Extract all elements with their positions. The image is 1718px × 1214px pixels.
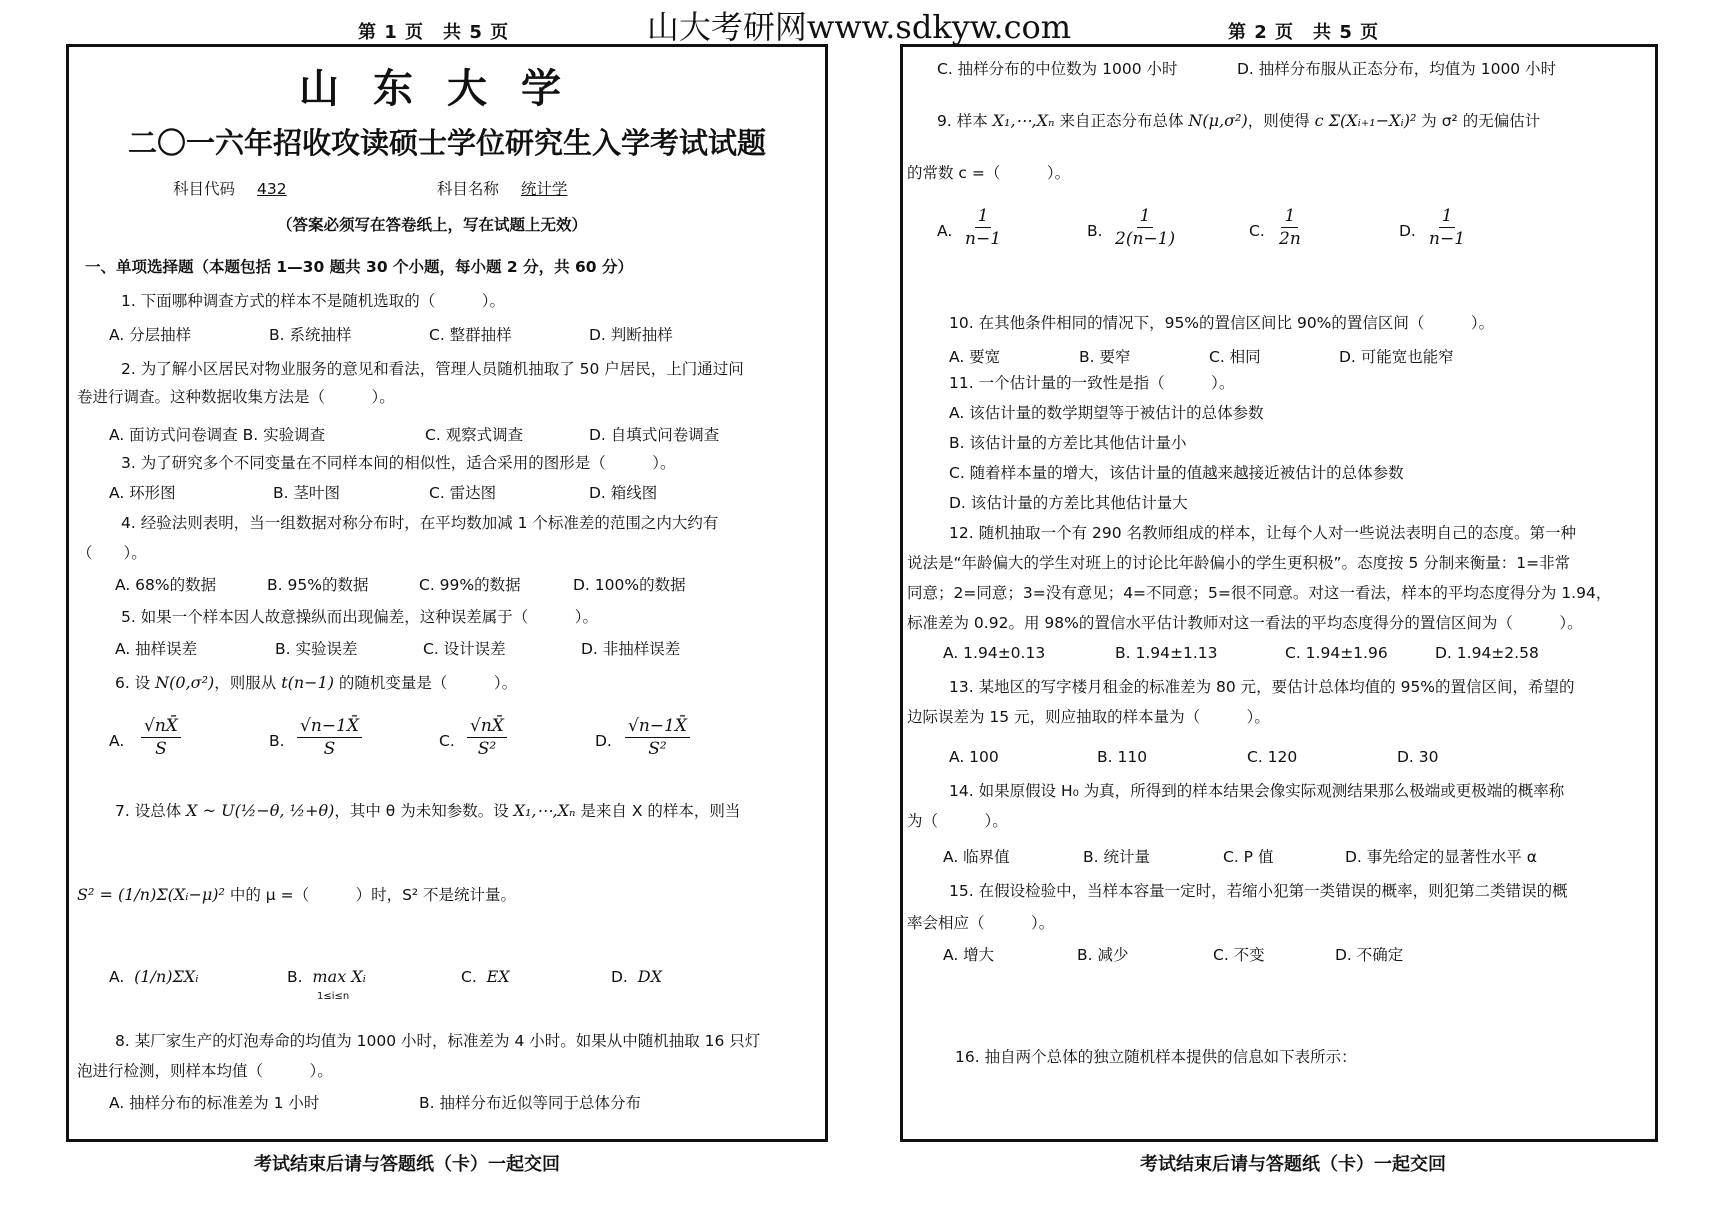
question-4-stem-line1: 4. 经验法则表明，当一组数据对称分布时，在平均数加减 1 个标准差的范围之内大约有 bbox=[121, 514, 719, 532]
q7-option-b-subscript: 1≤i≤n bbox=[317, 991, 350, 1002]
q5-option-a: A. 抽样误差 bbox=[115, 640, 198, 658]
subject-name-label: 科目名称 bbox=[436, 180, 499, 198]
q6-option-b-label: B. bbox=[269, 732, 285, 750]
question-11-stem: 11. 一个估计量的一致性是指（ ）。 bbox=[949, 374, 1235, 392]
q1-option-c: C. 整群抽样 bbox=[429, 326, 512, 344]
q1-option-d: D. 判断抽样 bbox=[589, 326, 673, 344]
question-8-stem-line2: 泡进行检测，则样本均值（ ）。 bbox=[77, 1062, 333, 1080]
q6-option-d-label: D. bbox=[595, 732, 612, 750]
question-16-stem: 16. 抽自两个总体的独立随机样本提供的信息如下表所示： bbox=[955, 1048, 1357, 1066]
footer-right: 考试结束后请与答题纸（卡）一起交回 bbox=[1140, 1154, 1446, 1175]
q4-option-c: C. 99%的数据 bbox=[419, 576, 521, 594]
q12-option-b: B. 1.94±1.13 bbox=[1115, 644, 1218, 662]
q9-option-c-label: C. bbox=[1249, 222, 1265, 240]
q9-option-b-fraction: $\frac{1}{2(n-1)}$ bbox=[1115, 206, 1176, 249]
question-2-stem-line1: 2. 为了解小区居民对物业服务的意见和看法，管理人员随机抽取了 50 户居民，上门通过问 bbox=[121, 360, 744, 378]
exam-title: 二〇一六年招收攻读硕士学位研究生入学考试试题 bbox=[127, 126, 766, 160]
q8-option-d: D. 抽样分布服从正态分布，均值为 1000 小时 bbox=[1237, 60, 1557, 78]
q12-option-a: A. 1.94±0.13 bbox=[943, 644, 1046, 662]
q6-option-a-label: A. bbox=[109, 732, 125, 750]
q9-option-c-fraction: $\frac{1}{2n}$ bbox=[1279, 206, 1301, 249]
q4-option-b: B. 95%的数据 bbox=[267, 576, 369, 594]
q10-option-b: B. 要窄 bbox=[1079, 348, 1131, 366]
q2-option-ab: A. 面访式问卷调查 B. 实验调查 bbox=[109, 426, 326, 444]
q10-option-c: C. 相同 bbox=[1209, 348, 1261, 366]
question-10-stem: 10. 在其他条件相同的情况下，95%的置信区间比 90%的置信区间（ ）。 bbox=[949, 314, 1495, 332]
section-heading: 一、单项选择题（本题包括 1—30 题共 30 个小题，每小题 2 分，共 60 分） bbox=[85, 258, 633, 276]
q7-option-d: D. DX bbox=[611, 967, 662, 986]
q5-option-d: D. 非抽样误差 bbox=[581, 640, 681, 658]
q6-option-a-fraction: $\frac{√nX̄}{S}$ bbox=[141, 715, 181, 760]
question-15-line2: 率会相应（ ）。 bbox=[907, 914, 1055, 932]
subject-code-label: 科目代码 bbox=[173, 180, 236, 198]
question-14-line2: 为（ ）。 bbox=[907, 812, 1008, 830]
q6-option-c-label: C. bbox=[439, 732, 455, 750]
q14-option-b: B. 统计量 bbox=[1083, 848, 1150, 866]
q4-option-a: A. 68%的数据 bbox=[115, 576, 217, 594]
question-1-stem: 1. 下面哪种调查方式的样本不是随机选取的（ ）。 bbox=[121, 292, 505, 310]
question-9-line2: 的常数 c =（ ）。 bbox=[907, 164, 1071, 182]
question-13-line2: 边际误差为 15 元，则应抽取的样本量为（ ）。 bbox=[907, 708, 1270, 726]
q9-option-a-label: A. bbox=[937, 222, 953, 240]
q14-option-c: C. P 值 bbox=[1223, 848, 1274, 866]
footer-left: 考试结束后请与答题纸（卡）一起交回 bbox=[254, 1154, 560, 1175]
q7-option-b: B. max Xᵢ bbox=[287, 967, 366, 986]
question-12-line2: 说法是“年龄偏大的学生对班上的讨论比年龄偏小的学生更积极”。态度按 5 分制来衡量：1=非常 bbox=[907, 554, 1571, 572]
q2-option-c: C. 观察式调查 bbox=[425, 426, 524, 444]
q3-option-b: B. 茎叶图 bbox=[273, 484, 340, 502]
q9-option-d-label: D. bbox=[1399, 222, 1416, 240]
university-name: 山东大学 bbox=[299, 65, 595, 112]
q13-option-a: A. 100 bbox=[949, 748, 999, 766]
watermark-text: 山大考研网www.sdkyw.com bbox=[646, 8, 1072, 46]
question-12-line3: 同意；2=同意；3=没有意见；4=不同意；5=很不同意。对这一看法，样本的平均态度得分为 1.94， bbox=[907, 584, 1612, 602]
right-page-number: 第 2 页 共 5 页 bbox=[1228, 22, 1380, 43]
q1-option-b: B. 系统抽样 bbox=[269, 326, 352, 344]
q13-option-c: C. 120 bbox=[1247, 748, 1298, 766]
q13-option-d: D. 30 bbox=[1397, 748, 1439, 766]
q12-option-d: D. 1.94±2.58 bbox=[1435, 644, 1539, 662]
q15-option-a: A. 增大 bbox=[943, 946, 995, 964]
q1-option-a: A. 分层抽样 bbox=[109, 326, 192, 344]
question-4-stem-line2: （ ）。 bbox=[77, 544, 147, 562]
q8-option-c: C. 抽样分布的中位数为 1000 小时 bbox=[937, 60, 1178, 78]
question-8-stem-line1: 8. 某厂家生产的灯泡寿命的均值为 1000 小时，标准差为 4 小时。如果从中随机抽取 16 只灯 bbox=[115, 1032, 761, 1050]
exam-page-2 bbox=[900, 44, 1658, 1142]
q4-option-d: D. 100%的数据 bbox=[573, 576, 686, 594]
q8-option-b: B. 抽样分布近似等同于总体分布 bbox=[419, 1094, 641, 1112]
answer-notice: （答案必须写在答卷纸上，写在试题上无效） bbox=[277, 216, 588, 234]
q8-option-a: A. 抽样分布的标准差为 1 小时 bbox=[109, 1094, 320, 1112]
subject-code-value: 432 bbox=[257, 180, 287, 198]
q15-option-c: C. 不变 bbox=[1213, 946, 1265, 964]
q9-option-a-fraction: $\frac{1}{n-1}$ bbox=[965, 206, 1002, 249]
q10-option-a: A. 要宽 bbox=[949, 348, 1001, 366]
subject-code-field bbox=[173, 179, 631, 199]
q9-option-d-fraction: $\frac{1}{n-1}$ bbox=[1429, 206, 1466, 249]
question-9-stem: 9. 样本 X₁,⋯,Xₙ 来自正态分布总体 N(μ,σ²)，则使得 c Σ(Xᵢ₊₁−Xᵢ)² 为 σ² 的无偏估计 bbox=[937, 111, 1541, 130]
q13-option-b: B. 110 bbox=[1097, 748, 1148, 766]
question-7-line2: S² = (1/n)Σ(Xᵢ−μ)² 中的 μ =（ ）时，S² 不是统计量。 bbox=[77, 885, 517, 904]
q6-option-c-fraction: $\frac{√nX̄}{\text{S²}}$ bbox=[467, 715, 507, 760]
q14-option-d: D. 事先给定的显著性水平 α bbox=[1345, 848, 1537, 866]
q3-option-a: A. 环形图 bbox=[109, 484, 176, 502]
q6-option-d-fraction: $\frac{√n-1X̄}{\text{S²}}$ bbox=[625, 715, 690, 760]
q15-option-d: D. 不确定 bbox=[1335, 946, 1404, 964]
question-12-line1: 12. 随机抽取一个有 290 名教师组成的样本，让每个人对一些说法表明自己的态度。第一种 bbox=[949, 524, 1577, 542]
q10-option-d: D. 可能宽也能窄 bbox=[1339, 348, 1454, 366]
q3-option-c: C. 雷达图 bbox=[429, 484, 497, 502]
question-15-line1: 15. 在假设检验中，当样本容量一定时，若缩小犯第一类错误的概率，则犯第二类错误的概 bbox=[949, 882, 1568, 900]
q5-option-b: B. 实验误差 bbox=[275, 640, 358, 658]
q14-option-a: A. 临界值 bbox=[943, 848, 1010, 866]
q15-option-b: B. 减少 bbox=[1077, 946, 1129, 964]
question-12-line4: 标准差为 0.92。用 98%的置信水平估计教师对这一看法的平均态度得分的置信区间为（ ）。 bbox=[907, 614, 1583, 632]
q7-option-a: A. (1/n)ΣXᵢ bbox=[109, 967, 199, 986]
q2-option-d: D. 自填式问卷调查 bbox=[589, 426, 720, 444]
q6-option-b-fraction: $\frac{√n-1X̄}{S}$ bbox=[297, 715, 362, 760]
exam-page-1 bbox=[66, 44, 828, 1142]
q12-option-c: C. 1.94±1.96 bbox=[1285, 644, 1388, 662]
q5-option-c: C. 设计误差 bbox=[423, 640, 506, 658]
question-2-stem-line2: 卷进行调查。这种数据收集方法是（ ）。 bbox=[77, 388, 395, 406]
q11-option-a: A. 该估计量的数学期望等于被估计的总体参数 bbox=[949, 404, 1264, 422]
question-14-line1: 14. 如果原假设 H₀ 为真，所得到的样本结果会像实际观测结果那么极端或更极端的概率称 bbox=[949, 782, 1565, 800]
question-5-stem: 5. 如果一个样本因人故意操纵而出现偏差，这种误差属于（ ）。 bbox=[121, 608, 598, 626]
q11-option-d: D. 该估计量的方差比其他估计量大 bbox=[949, 494, 1188, 512]
q11-option-b: B. 该估计量的方差比其他估计量小 bbox=[949, 434, 1187, 452]
question-3-stem: 3. 为了研究多个不同变量在不同样本间的相似性，适合采用的图形是（ ）。 bbox=[121, 454, 676, 472]
question-6-stem: 6. 设 N(0,σ²)，则服从 t(n−1) 的随机变量是（ ）。 bbox=[115, 673, 518, 692]
question-13-line1: 13. 某地区的写字楼月租金的标准差为 80 元，要估计总体均值的 95%的置信区间，希望的 bbox=[949, 678, 1575, 696]
question-7-stem: 7. 设总体 X ~ U(½−θ, ½+θ)，其中 θ 为未知参数。设 X₁,⋯,Xₙ 是来自 X 的样本，则当 bbox=[115, 801, 741, 820]
q11-option-c: C. 随着样本量的增大，该估计量的值越来越接近被估计的总体参数 bbox=[949, 464, 1404, 482]
q3-option-d: D. 箱线图 bbox=[589, 484, 658, 502]
left-page-number: 第 1 页 共 5 页 bbox=[358, 22, 510, 43]
q9-option-b-label: B. bbox=[1087, 222, 1103, 240]
subject-name-value: 统计学 bbox=[520, 180, 568, 198]
q7-option-c: C. EX bbox=[461, 967, 510, 986]
